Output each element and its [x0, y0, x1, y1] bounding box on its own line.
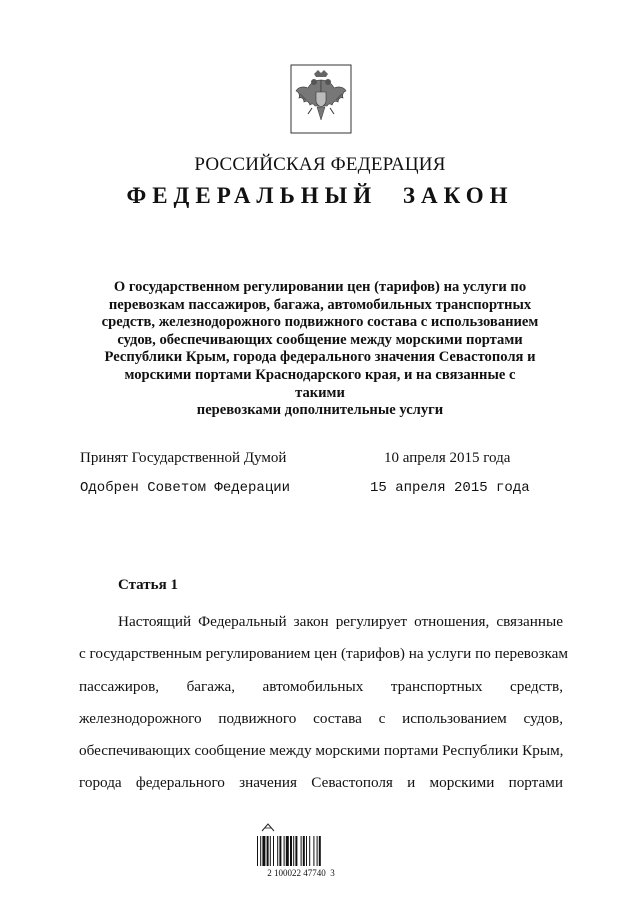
subject-line: морскими портами Краснодарского края, и на связанные с такими	[124, 366, 516, 401]
article-text-line: Настоящий Федеральный закон регулирует отношения, связанные	[118, 613, 563, 630]
barcode-bar	[286, 836, 289, 866]
subject-line: перевозкам пассажиров, багажа, автомобильных транспортных	[108, 296, 532, 313]
article-heading: Статья 1	[118, 577, 178, 593]
barcode-bar	[306, 836, 307, 866]
article-text-line: обеспечивающих сообщение между морскими портами Республики Крым,	[79, 742, 564, 759]
article-text-line: с государственным регулированием цен (тарифов) на услуги по перевозкам	[79, 645, 568, 662]
barcode-bar	[279, 836, 281, 866]
barcode-bar	[257, 836, 258, 866]
barcode-bar	[273, 836, 274, 866]
barcode-bar	[301, 836, 302, 866]
barcode-bar	[284, 836, 285, 866]
subject-line: перевозками дополнительные услуги	[196, 402, 444, 419]
article-text-line: города федерального значения Севастополя и морскими портами	[79, 774, 563, 791]
barcode-bar	[309, 836, 310, 866]
state-emblem-icon	[290, 64, 352, 134]
barcode-bar	[293, 836, 294, 866]
barcode-bar	[277, 836, 278, 866]
barcode-bar	[262, 836, 265, 866]
barcode-bar	[270, 836, 271, 866]
article-text-line: пассажиров, багажа, автомобильных транспортных средств,	[79, 678, 563, 695]
barcode-bar	[267, 836, 269, 866]
barcode-bar	[313, 836, 314, 866]
article-text-line: железнодорожного подвижного состава с использованием судов,	[79, 710, 563, 727]
barcode-bar	[295, 836, 297, 866]
country-name: РОССИЙСКАЯ ФЕДЕРАЦИЯ	[194, 154, 446, 175]
barcode-bar	[260, 836, 261, 866]
registry-mark-icon	[261, 822, 275, 832]
duma-adoption-label: Принят Государственной Думой	[80, 450, 287, 466]
subject-line: средств, железнодорожного подвижного состава с использованием	[101, 314, 539, 331]
council-approval-label: Одобрен Советом Федерации	[80, 480, 291, 496]
barcode-bar	[317, 836, 318, 866]
barcode-bar	[290, 836, 292, 866]
law-subject-title	[100, 279, 540, 420]
council-approval-date: 15 апреля 2015 года	[370, 480, 530, 496]
subject-line: О государственном регулировании цен (тарифов) на услуги по	[113, 279, 527, 295]
subject-line: Республики Крым, города федерального значения Севастополя и	[104, 349, 536, 366]
subject-line: судов, обеспечивающих сообщение между морскими портами	[117, 331, 523, 348]
document-barcode	[255, 822, 345, 882]
barcode-bars	[257, 836, 345, 866]
duma-adoption-date: 10 апреля 2015 года	[384, 450, 511, 466]
barcode-number: 2 100022 47740 3	[267, 868, 335, 878]
barcode-bar	[303, 836, 305, 866]
document-type-title: ФЕДЕРАЛЬНЫЙ ЗАКОН	[126, 183, 514, 208]
barcode-bar	[319, 836, 321, 866]
